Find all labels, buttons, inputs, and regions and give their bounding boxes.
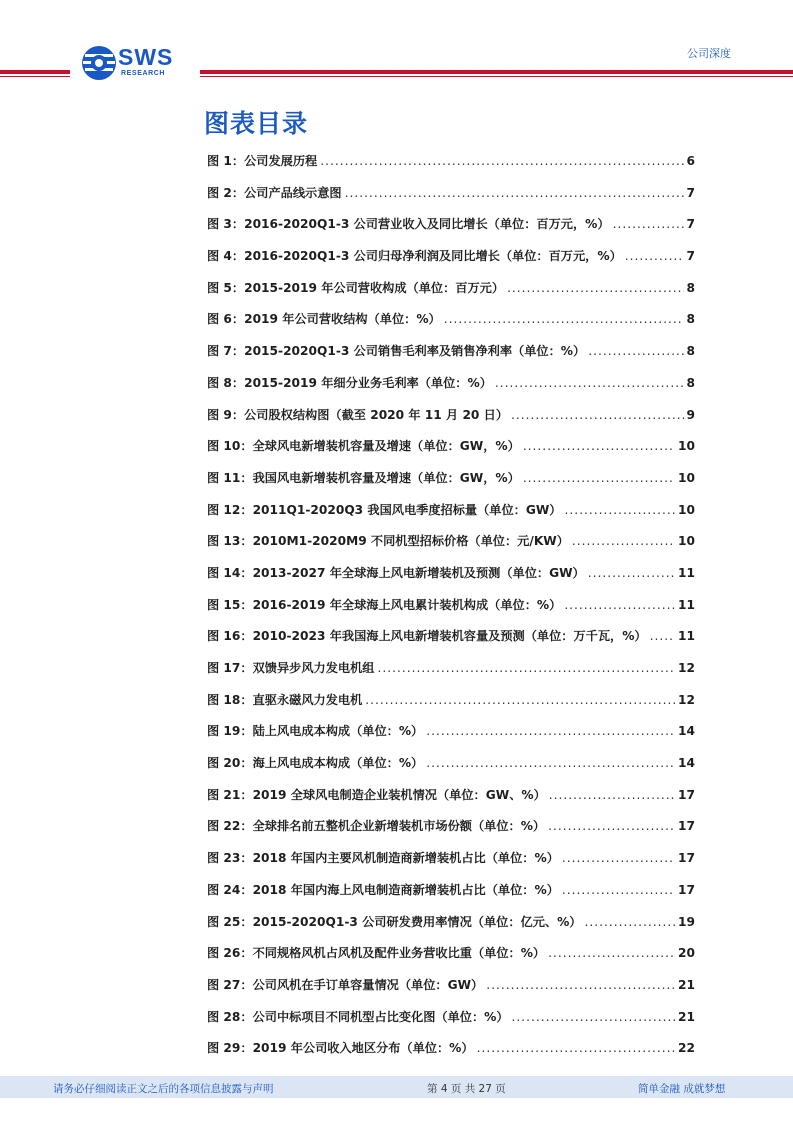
toc-leader-dots: [549, 788, 675, 802]
header-thin-line-right: [200, 76, 793, 77]
toc-leader-dots: [377, 661, 675, 675]
toc-entry-label: 图 19：陆上风电成本构成（单位：%）: [207, 724, 424, 739]
footer-page-number: 第 4 页 共 27 页: [427, 1083, 506, 1095]
toc-entry-label: 图 3：2016-2020Q1-3 公司营业收入及同比增长（单位：百万元，%）: [207, 217, 610, 232]
toc-entry-label: 图 7：2015-2020Q1-3 公司销售毛利率及销售净利率（单位：%）: [207, 344, 586, 359]
toc-entry-page: 6: [686, 154, 695, 168]
toc-entry-label: 图 27：公司风机在手订单容量情况（单位：GW）: [207, 977, 484, 992]
toc-leader-dots: [562, 851, 675, 865]
toc-entry[interactable]: [207, 342, 695, 374]
toc-leader-dots: [477, 1041, 675, 1055]
header-divider-left: [0, 70, 70, 74]
toc-entry[interactable]: [207, 310, 695, 342]
toc-entry[interactable]: [207, 817, 695, 849]
toc-entry-page: 21: [678, 977, 695, 992]
toc-entry[interactable]: [207, 501, 695, 533]
toc-entry-page: 14: [678, 756, 695, 771]
toc-leader-dots: [426, 756, 675, 770]
toc-entry-page: 22: [678, 1041, 695, 1056]
toc-entry[interactable]: [207, 722, 695, 754]
toc-entry[interactable]: [207, 754, 695, 786]
toc-entry-label: 图 29：2019 年公司收入地区分布（单位：%）: [207, 1041, 474, 1056]
toc-entry[interactable]: [207, 1008, 695, 1040]
toc-entry-page: 8: [686, 375, 695, 390]
toc-entry[interactable]: [207, 786, 695, 818]
toc-entry-page: 19: [678, 914, 695, 929]
toc-entry-page: 10: [678, 439, 695, 454]
toc-leader-dots: [572, 534, 675, 548]
toc-entry-page: 7: [686, 217, 695, 232]
toc-entry-label: 图 12：2011Q1-2020Q3 我国风电季度招标量（单位：GW）: [207, 502, 562, 517]
toc-entry-label: 图 13：2010M1-2020M9 不同机型招标价格（单位：元/KW）: [207, 534, 569, 549]
header-thin-line-left: [0, 76, 70, 77]
toc-entry-label: 图 21：2019 全球风电制造企业装机情况（单位：GW、%）: [207, 787, 546, 802]
toc-entry[interactable]: [207, 279, 695, 311]
toc-entry[interactable]: [207, 691, 695, 723]
toc-entry[interactable]: [207, 881, 695, 913]
toc-leader-dots: [548, 946, 675, 960]
toc-entry-label: 图 2：公司产品线示意图: [207, 185, 342, 200]
toc-leader-dots: [625, 249, 684, 263]
toc-entry-label: 图 28：公司中标项目不同机型占比变化图（单位：%）: [207, 1009, 509, 1024]
toc-leader-dots: [495, 376, 684, 390]
toc-leader-dots: [345, 186, 684, 200]
toc-entry-label: 图 4：2016-2020Q1-3 公司归母净利润及同比增长（单位：百万元，%）: [207, 249, 622, 264]
toc-entry-page: 12: [678, 661, 695, 675]
toc-entry[interactable]: [207, 406, 695, 438]
toc-entry-page: 10: [678, 502, 695, 517]
page-title: 图表目录: [204, 109, 309, 138]
toc-entry-page: 14: [678, 724, 695, 739]
toc-entry-page: 20: [678, 946, 695, 961]
toc-entry-label: 图 11：我国风电新增装机容量及增速（单位：GW，%）: [207, 470, 520, 485]
toc-entry-label: 图 10：全球风电新增装机容量及增速（单位：GW，%）: [207, 439, 520, 454]
toc-entry-label: 图 24：2018 年国内海上风电制造商新增装机占比（单位：%）: [207, 882, 559, 897]
toc-leader-dots: [523, 439, 675, 453]
toc-entry-page: 8: [686, 280, 695, 295]
toc-leader-dots: [426, 724, 675, 738]
toc-entry-page: 17: [678, 787, 695, 802]
toc-leader-dots: [507, 281, 683, 295]
toc-leader-dots: [320, 154, 683, 168]
toc-entry-page: 17: [678, 819, 695, 834]
toc-entry[interactable]: [207, 532, 695, 564]
toc-entry-label: 图 18：直驱永磁风力发电机: [207, 692, 363, 707]
toc-entry-page: 9: [686, 407, 695, 422]
toc-entry-page: 8: [686, 312, 695, 327]
toc-entry[interactable]: [207, 659, 695, 691]
toc-leader-dots: [588, 566, 675, 580]
document-type-label: 公司深度: [687, 47, 731, 60]
toc-entry-page: 11: [678, 565, 695, 580]
logo-subtext: RESEARCH: [121, 70, 166, 77]
toc-entry-label: 图 1：公司发展历程: [207, 154, 318, 168]
toc-entry-label: 图 14：2013-2027 年全球海上风电新增装机及预测（单位：GW）: [207, 565, 585, 580]
figure-table-of-contents: [207, 152, 695, 1071]
toc-entry[interactable]: [207, 627, 695, 659]
toc-entry[interactable]: [207, 469, 695, 501]
toc-leader-dots: [564, 503, 675, 517]
toc-entry-label: 图 5：2015-2019 年公司营收构成（单位：百万元）: [207, 280, 505, 295]
header-divider-right: [200, 70, 793, 74]
footer-disclaimer: 请务必仔细阅读正文之后的各项信息披露与声明: [53, 1083, 274, 1095]
toc-entry-label: 图 25：2015-2020Q1-3 公司研发费用率情况（单位：亿元、%）: [207, 914, 582, 929]
footer-slogan: 简单金融 成就梦想: [638, 1083, 726, 1095]
toc-entry-page: 17: [678, 882, 695, 897]
toc-entry-page: 11: [678, 597, 695, 612]
toc-entry[interactable]: [207, 374, 695, 406]
toc-leader-dots: [486, 978, 675, 992]
toc-entry-label: 图 15：2016-2019 年全球海上风电累计装机构成（单位：%）: [207, 597, 562, 612]
toc-leader-dots: [650, 629, 675, 643]
toc-entry-label: 图 23：2018 年国内主要风机制造商新增装机占比（单位：%）: [207, 851, 559, 866]
toc-entry-page: 8: [686, 344, 695, 359]
toc-entry-page: 11: [678, 629, 695, 644]
toc-entry[interactable]: [207, 152, 695, 184]
toc-leader-dots: [585, 915, 676, 929]
toc-entry-label: 图 9：公司股权结构图（截至 2020 年 11 月 20 日）: [207, 407, 509, 422]
toc-leader-dots: [365, 693, 675, 707]
toc-leader-dots: [444, 312, 684, 326]
page-header: [0, 0, 793, 90]
toc-entry-page: 7: [686, 249, 695, 264]
toc-entry-label: 图 17：双馈异步风力发电机组: [207, 661, 375, 675]
toc-entry[interactable]: [207, 944, 695, 976]
toc-entry-page: 12: [678, 692, 695, 707]
toc-leader-dots: [613, 217, 684, 231]
toc-entry[interactable]: [207, 849, 695, 881]
toc-entry[interactable]: [207, 1039, 695, 1071]
toc-entry-label: 图 22：全球排名前五整机企业新增装机市场份额（单位：%）: [207, 819, 546, 834]
toc-entry[interactable]: [207, 437, 695, 469]
toc-leader-dots: [562, 883, 675, 897]
toc-entry-label: 图 26：不同规格风机占风机及配件业务营收比重（单位：%）: [207, 946, 546, 961]
toc-entry-page: 21: [678, 1009, 695, 1024]
toc-leader-dots: [564, 598, 675, 612]
toc-leader-dots: [548, 819, 675, 833]
toc-leader-dots: [512, 1010, 675, 1024]
toc-entry-page: 10: [678, 470, 695, 485]
toc-entry[interactable]: [207, 913, 695, 945]
toc-entry-page: 7: [686, 185, 695, 200]
toc-entry[interactable]: [207, 215, 695, 247]
toc-entry[interactable]: [207, 596, 695, 628]
toc-entry-label: 图 20：海上风电成本构成（单位：%）: [207, 756, 424, 771]
toc-leader-dots: [511, 408, 683, 422]
toc-entry-label: 图 6：2019 年公司营收结构（单位：%）: [207, 312, 441, 327]
toc-entry-page: 10: [678, 534, 695, 549]
toc-leader-dots: [588, 344, 683, 358]
toc-entry-label: 图 16：2010-2023 年我国海上风电新增装机容量及预测（单位：万千瓦，%）: [207, 629, 647, 644]
toc-entry-page: 17: [678, 851, 695, 866]
toc-entry[interactable]: [207, 184, 695, 216]
logo-text: SWS: [118, 44, 174, 70]
toc-entry-label: 图 8：2015-2019 年细分业务毛利率（单位：%）: [207, 375, 492, 390]
toc-entry[interactable]: [207, 247, 695, 279]
toc-entry[interactable]: [207, 976, 695, 1008]
toc-entry[interactable]: [207, 564, 695, 596]
toc-leader-dots: [523, 471, 675, 485]
